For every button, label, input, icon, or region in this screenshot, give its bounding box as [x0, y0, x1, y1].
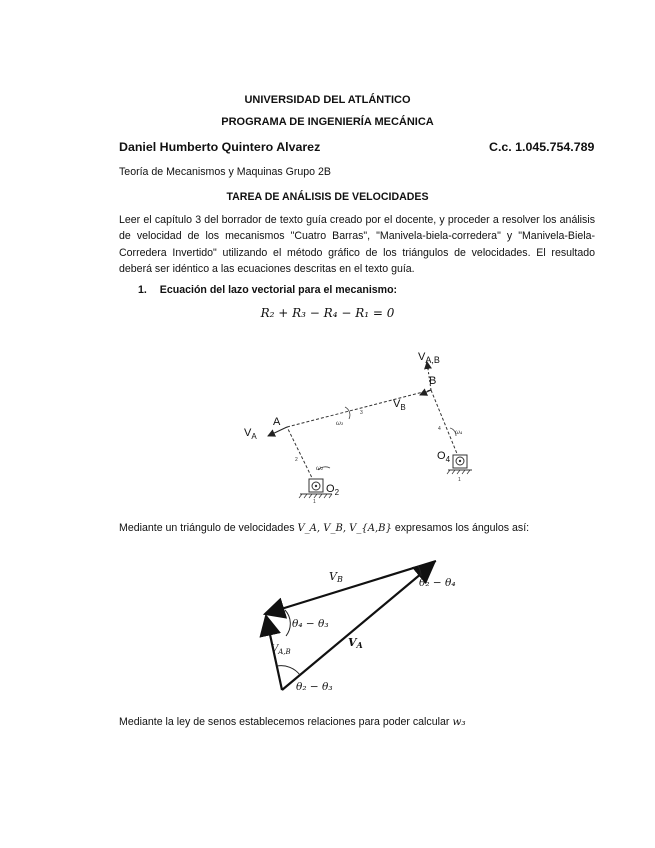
section-number: 1. — [138, 284, 147, 296]
ground-number-a: 1 — [313, 499, 316, 505]
pivot-o4 — [447, 455, 472, 474]
author-name: Daniel Humberto Quintero Alvarez — [119, 140, 321, 154]
section-title: Ecuación del lazo vectorial para el mecanismo: — [159, 284, 398, 296]
o4-label: $O_4$ — [437, 450, 451, 464]
o2-label: $O_2$ — [326, 483, 340, 497]
assignment-title: TAREA DE ANÁLISIS DE VELOCIDADES — [226, 191, 429, 203]
vb-label: $V_B$ — [393, 398, 406, 412]
link4-number: 4 — [438, 426, 441, 432]
link-2 — [287, 427, 316, 486]
va-label: $V_A$ — [244, 427, 257, 441]
intro-paragraph: Leer el capítulo 3 del borrador de texto guía creado por el docente, y proceder a resolver los análisis de velocidad de los mecanismos "Cuatro Barras", "Manivela-biela-corredera" y "Manivela-Biela-Corredera Invertido" utilizando el método gráfico de los triángulos de velocidades. El resultado deberá ser idéntico a las ecuaciones descritas en el texto guía. — [119, 214, 595, 276]
velocity-triangle — [265, 561, 436, 690]
vb-triangle-label: VB — [329, 570, 343, 584]
omega4-label: ω₄ — [455, 429, 463, 436]
angle-left-label: θ₄ − θ₃ — [292, 618, 329, 630]
point-a-label: A — [273, 416, 281, 428]
angle-top-label: θ₂ − θ₄ — [419, 577, 456, 589]
angle-left-arc — [285, 610, 290, 636]
link2-number: 2 — [295, 457, 298, 463]
vb-arrow — [420, 390, 431, 395]
link-3 — [287, 390, 431, 427]
author-id: C.c. 1.045.754.789 — [489, 140, 595, 154]
ground-number-b: 1 — [458, 477, 461, 483]
triangle-intro-text: Mediante un triángulo de velocidades V_A, V_B, V_{A,B} expresamos los ángulos así: — [119, 522, 530, 534]
program-heading: PROGRAMA DE INGENIERÍA MECÁNICA — [221, 116, 434, 128]
angle-bottom-arc — [277, 666, 300, 675]
link3-number: 3 — [360, 410, 363, 416]
vb-vector — [265, 561, 436, 614]
university-heading: UNIVERSIDAD DEL ATLÁNTICO — [244, 94, 411, 106]
triangle-intro-math: V_A, V_B, V_{A,B} — [297, 523, 392, 534]
law-of-sines-text: Mediante la ley de senos establecemos relaciones para poder calcular w₃ — [119, 716, 466, 728]
va-triangle-label: VA — [348, 636, 363, 650]
vab-triangle-label: $V_{A,B}$ — [271, 644, 291, 656]
point-b-label: B — [429, 375, 437, 387]
omega3-math: w₃ — [452, 716, 466, 728]
loop-equation: R₂ + R₃ − R₄ − R₁ = 0 — [260, 306, 395, 320]
course-name: Teoría de Mecanismos y Maquinas Grupo 2B — [119, 166, 331, 178]
va-arrow — [268, 427, 287, 436]
omega3-label: ω₃ — [336, 420, 344, 427]
omega3-arc — [345, 407, 350, 419]
angle-bottom-label: θ₂ − θ₃ — [296, 681, 333, 693]
omega2-label: ω₂ — [316, 465, 324, 472]
vab-label: $V_{A,B}$ — [418, 351, 440, 365]
